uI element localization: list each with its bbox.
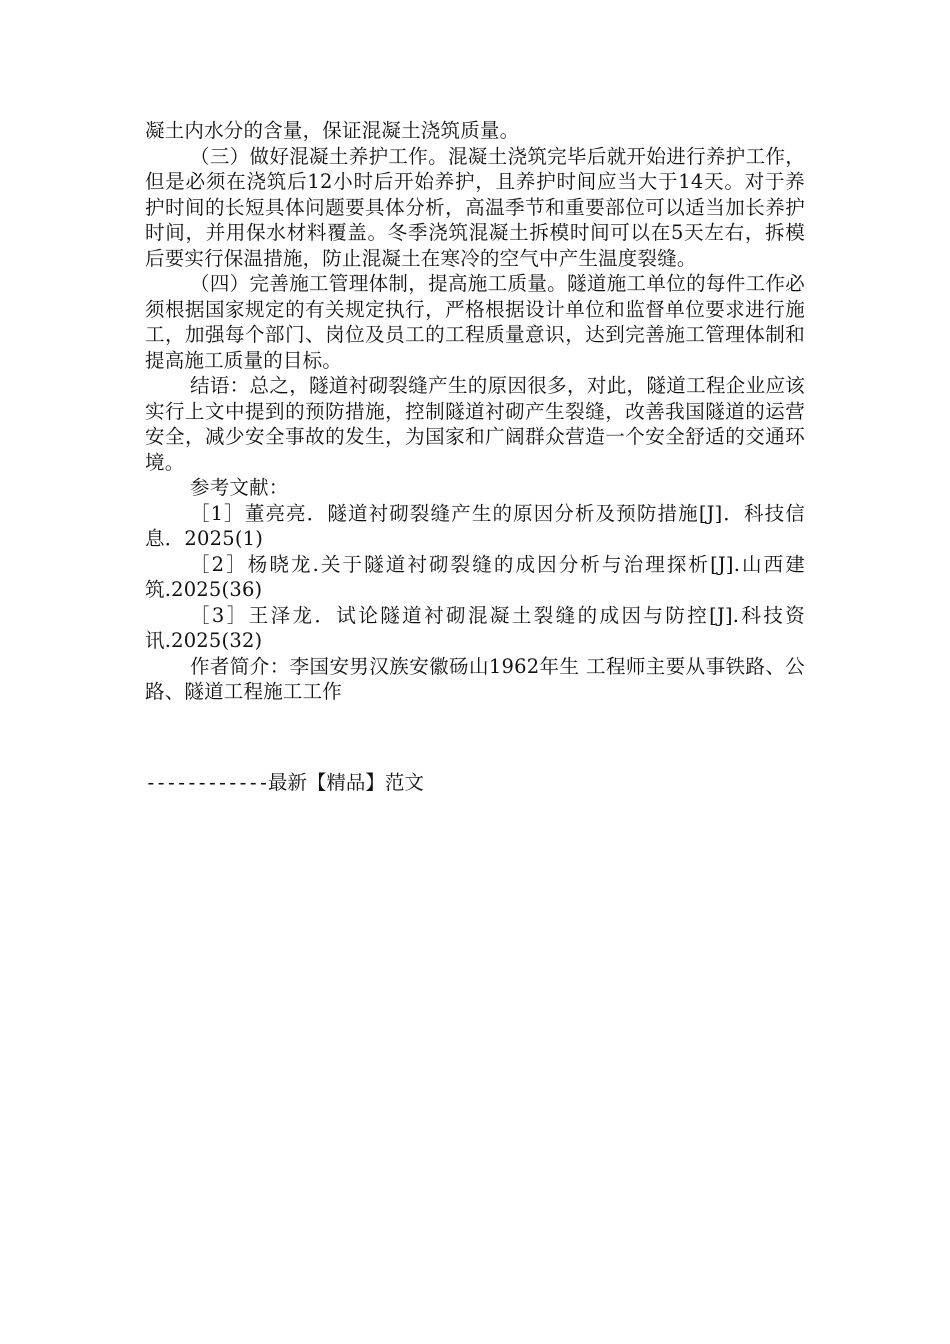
footer-tagline <box>145 770 424 796</box>
author-bio: 作者简介：李国安男汉族安徽砀山1962年生 工程师主要从事铁路、公路、隧道工程施工工作 <box>145 654 805 703</box>
reference-item-2: ［2］杨晓龙.关于隧道衬砌裂缝的成因分析与治理探析[J].山西建筑.2025(36) <box>145 552 805 601</box>
paragraph-continuation: 凝土内水分的含量，保证混凝土浇筑质量。 <box>145 119 520 142</box>
document-body <box>145 118 805 705</box>
paragraph-conclusion: 结语：总之，隧道衬砌裂缝产生的原因很多，对此，隧道工程企业应该实行上文中提到的预防措施，控制隧道衬砌产生裂缝，改善我国隧道的运营安全，减少安全事故的发生，为国家和广阔群众营造一个安全舒适的交通环境。 <box>145 374 805 474</box>
footer-dashes: ------------ <box>145 771 268 794</box>
reference-item-1: ［1］董亮亮．隧道衬砌裂缝产生的原因分析及预防措施[J]．科技信息．2025(1) <box>145 501 805 550</box>
paragraph-management: （四）完善施工管理体制，提高施工质量。隧道施工单位的每件工作必须根据国家规定的有关规定执行，严格根据设计单位和监督单位要求进行施工，加强每个部门、岗位及员工的工程质量意识，达到完善施工管理体制和提高施工质量的目标。 <box>145 272 805 372</box>
references-heading: 参考文献： <box>190 476 289 499</box>
footer-label: 最新【精品】范文 <box>267 771 424 794</box>
paragraph-curing: （三）做好混凝土养护工作。混凝土浇筑完毕后就开始进行养护工作，但是必须在浇筑后12小时后开始养护，且养护时间应当大于14天。对于养护时间的长短具体问题要具体分析，高温季节和重要部位可以适当加长养护时间，并用保水材料覆盖。冬季浇筑混凝土拆模时间可以在5天左右，拆模后要实行保温措施，防止混凝土在寒冷的空气中产生温度裂缝。 <box>145 144 805 270</box>
reference-item-3: ［3］王泽龙．试论隧道衬砌混凝土裂缝的成因与防控[J].科技资讯.2025(32) <box>145 603 805 652</box>
